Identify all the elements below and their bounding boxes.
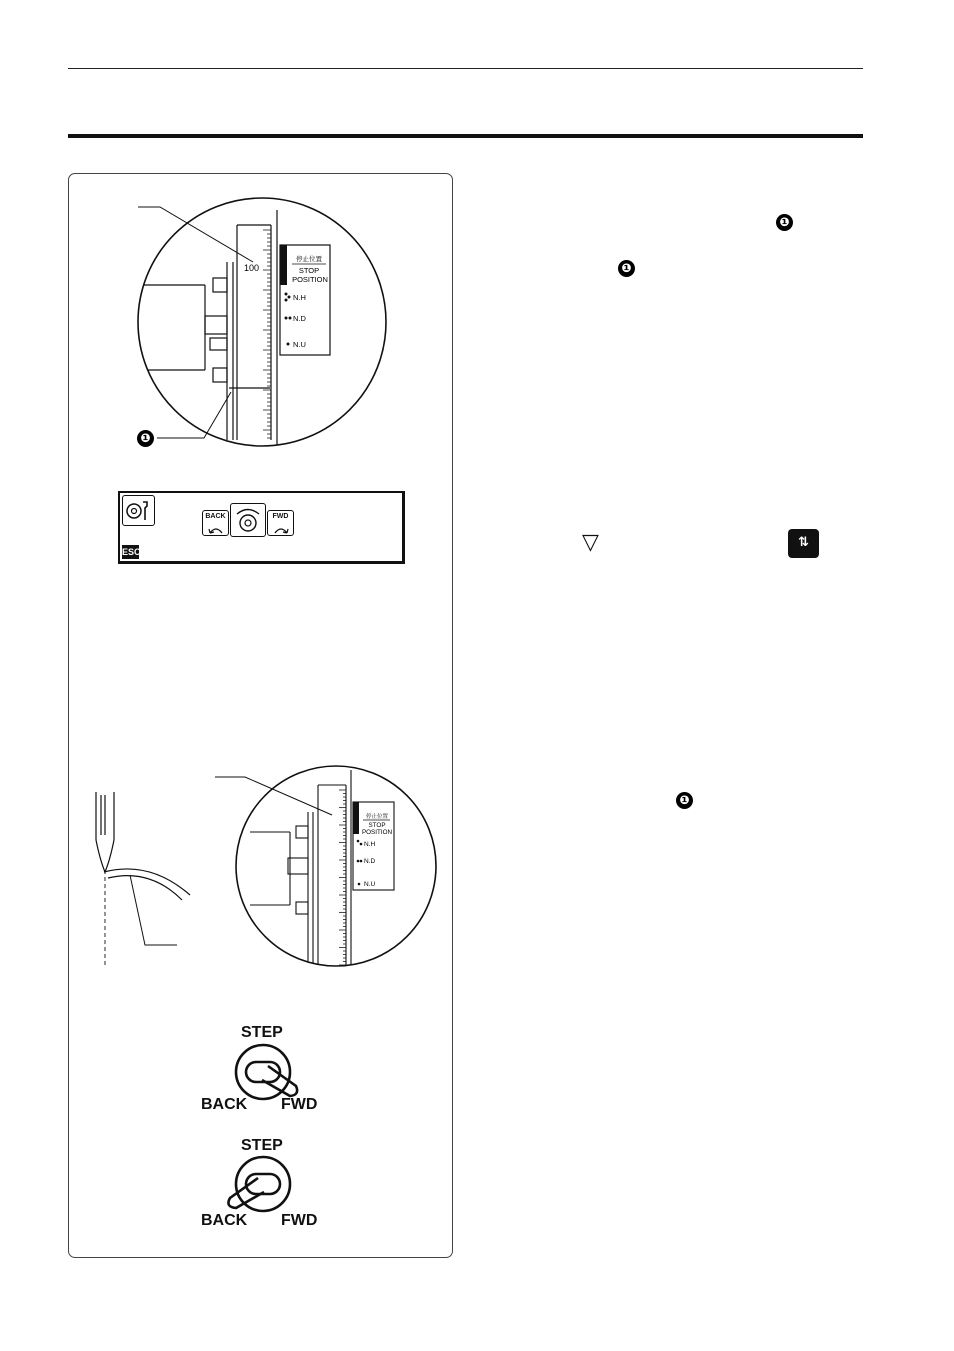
back-button[interactable] xyxy=(202,510,229,536)
label-position: POSITION xyxy=(292,275,328,284)
switch2-fwd-label: FWD xyxy=(281,1212,318,1229)
pos-nh: N.H xyxy=(293,293,306,302)
switch2-step-label: STEP xyxy=(241,1137,283,1154)
pos-nd-2: N.D xyxy=(364,858,376,865)
esc-button[interactable]: ESC xyxy=(122,547,141,557)
marker-1-right-c: ❶ xyxy=(676,792,693,809)
settings-wrench-icon[interactable] xyxy=(122,495,155,526)
pos-nh-2: N.H xyxy=(364,841,376,848)
step-switch-fwd xyxy=(236,1045,297,1099)
fwd-button[interactable] xyxy=(267,510,294,536)
marker-1-right-b: ❶ xyxy=(618,260,635,277)
fwd-label: FWD xyxy=(272,513,289,520)
marker-1-right-a: ❶ xyxy=(776,214,793,231)
label-jp: 停止位置 xyxy=(296,255,322,263)
switch1-back-label: BACK xyxy=(201,1096,248,1113)
pos-nu: N.U xyxy=(293,340,306,349)
label-stop: STOP xyxy=(298,266,320,275)
toggle-glyph: ⇅ xyxy=(798,535,809,550)
marker-1-figure: ❶ xyxy=(137,430,154,447)
back-label: BACK xyxy=(205,513,226,520)
pos-nu-2: N.U xyxy=(364,881,376,888)
switch2-back-label: BACK xyxy=(201,1212,248,1229)
switch1-fwd-label: FWD xyxy=(281,1096,318,1113)
scale-value: 100 xyxy=(244,263,260,273)
stop-position-toggle-icon xyxy=(788,529,819,558)
switch1-step-label: STEP xyxy=(241,1024,283,1041)
down-triangle-icon: ▽ xyxy=(582,530,599,555)
pos-nd: N.D xyxy=(293,314,306,323)
operation-panel-screen xyxy=(118,491,405,564)
label-jp-2: 停止位置 xyxy=(365,814,389,820)
handwheel-button[interactable] xyxy=(230,503,266,537)
label-stop-2: STOP xyxy=(368,822,386,829)
label-position-2: POSITION xyxy=(361,829,393,836)
step-switch-back xyxy=(228,1157,290,1211)
